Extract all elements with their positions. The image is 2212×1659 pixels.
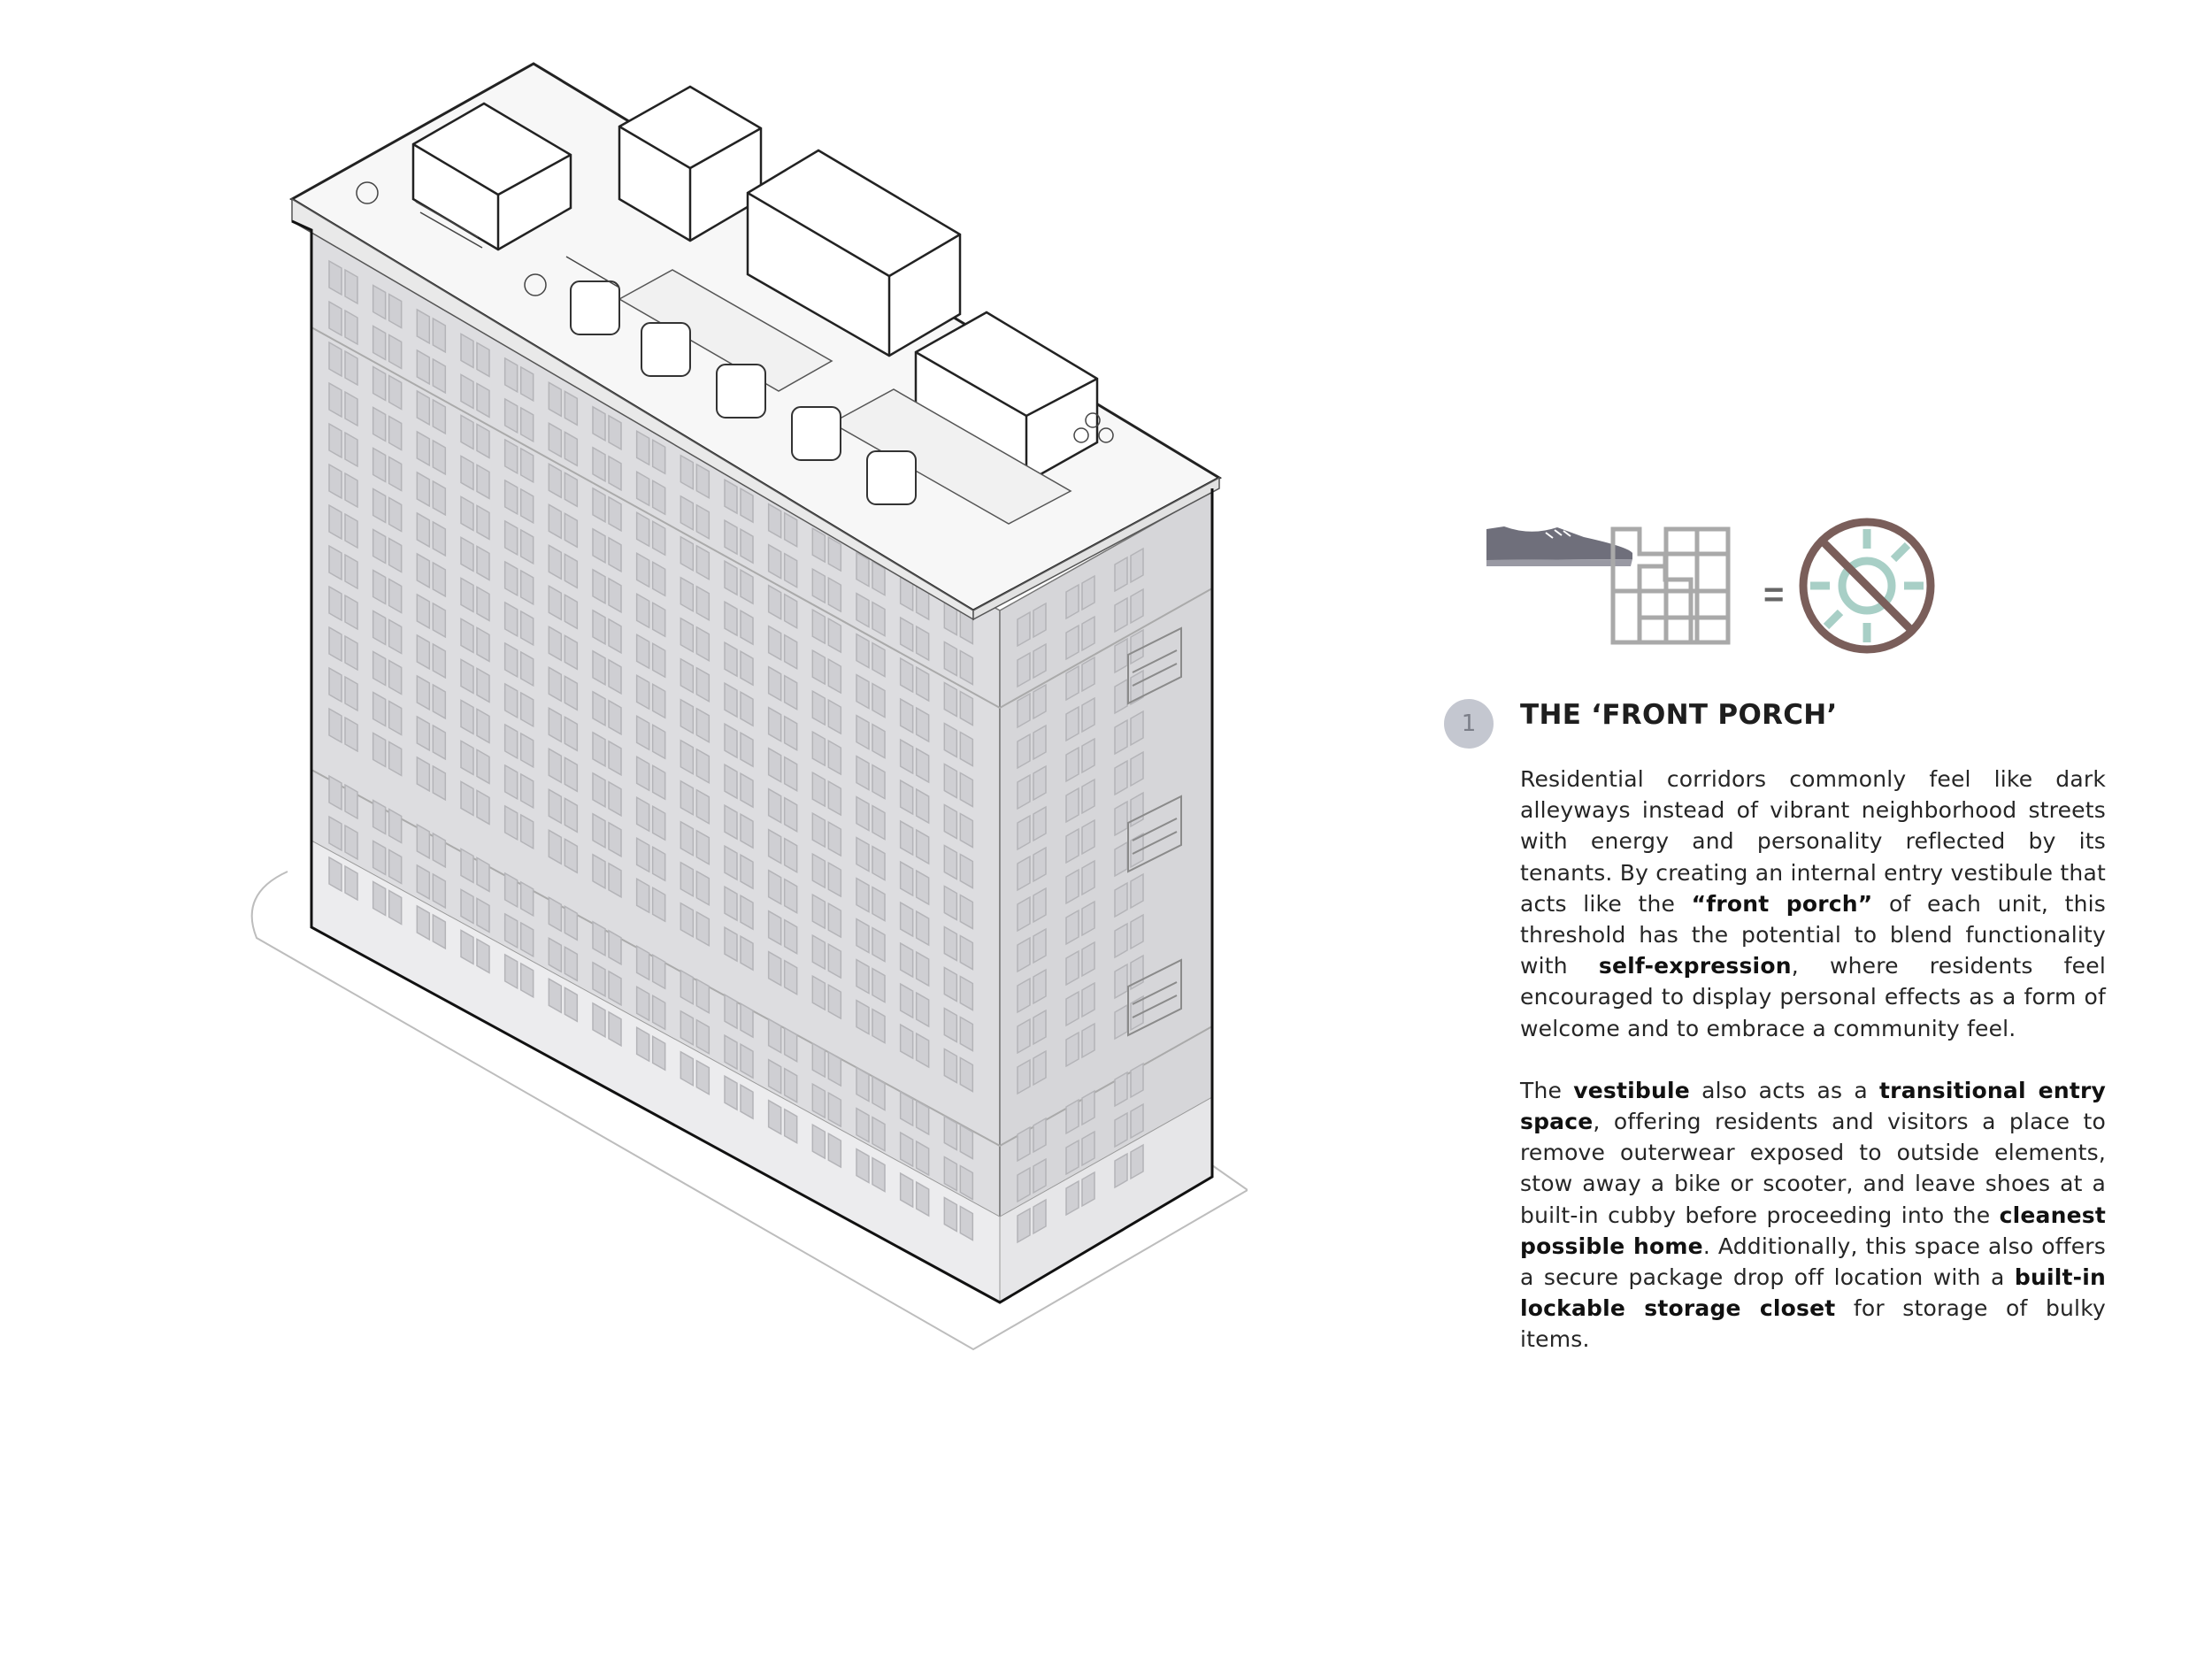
body-text-run: also acts as a xyxy=(1689,1077,1880,1103)
cubby-shelf-icon xyxy=(1613,529,1730,642)
emphasis-text: transitional entry space xyxy=(1520,1077,2106,1135)
body-text-run: of each unit, this threshold has the potential to blend functionality with xyxy=(1520,890,2107,979)
emphasis-text: built-in lockable storage closet xyxy=(1520,1264,2106,1322)
shoe-icon xyxy=(1486,526,1632,566)
body-text-run: The xyxy=(1520,1077,1574,1103)
body-text-run: , where residents feel encouraged to display personal effects as a form of welcome and to embrace a community feel. xyxy=(1520,953,2106,1041)
section-number-badge: 1 xyxy=(1444,699,1494,749)
section-body xyxy=(1520,764,2106,1386)
section-title: THE ‘FRONT PORCH’ xyxy=(1520,699,1838,731)
emphasis-text: “front porch” xyxy=(1691,890,1873,917)
paragraph-vestibule xyxy=(1520,1075,2106,1356)
no-germs-icon xyxy=(1803,522,1931,649)
body-text-run: . Additionally, this space also offers a secure package drop off location with a xyxy=(1520,1233,2106,1291)
building-axonometric-drawing xyxy=(230,53,1248,1363)
emphasis-text: cleanest possible home xyxy=(1520,1202,2106,1259)
body-text-run: Residential corridors commonly feel like dark alleyways instead of vibrant neighborhood streets with energy and personality reflected by its tenants. By creating an internal entry vestibule that acts like the xyxy=(1520,766,2106,917)
body-text-run: , offering residents and visitors a place to remove outerwear exposed to outside elements, stow away a bike or scooter, and leave shoes at a built-in cubby before proceeding into the xyxy=(1520,1109,2106,1228)
icon-equation xyxy=(1486,513,1947,664)
body-text-run: for storage of bulky items. xyxy=(1520,1295,2106,1353)
equals-sign: = xyxy=(1763,575,1785,614)
paragraph-front-porch xyxy=(1520,764,2106,1044)
emphasis-text: vestibule xyxy=(1573,1077,1690,1103)
emphasis-text: self-expression xyxy=(1598,953,1792,979)
